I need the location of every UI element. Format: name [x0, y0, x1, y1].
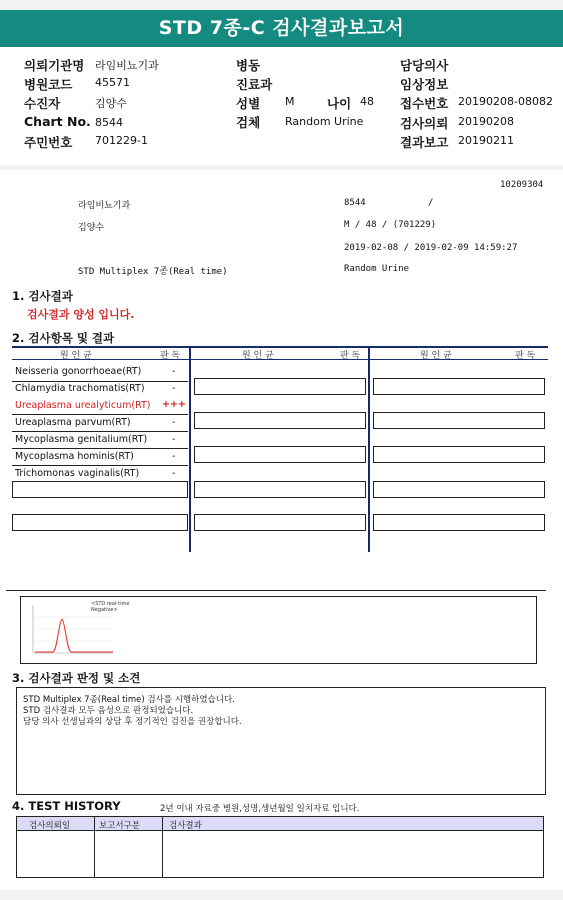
value-resident-no: 701229-1: [95, 134, 148, 147]
section-rule: [6, 590, 546, 591]
result-row-value: -: [172, 451, 176, 462]
result-row-value: -: [172, 468, 176, 479]
label-clinic: 의뢰기관명: [24, 58, 85, 73]
section3-heading: 3. 검사결과 판정 및 소견: [12, 671, 141, 685]
section4-heading: 4. TEST HISTORY: [12, 799, 121, 813]
history-table: [16, 816, 544, 878]
empty-row-box: [12, 514, 188, 531]
doc-chart-sep: /: [428, 198, 434, 208]
doc-specimen: Random Urine: [344, 264, 410, 274]
empty-row-box: [373, 446, 545, 463]
label-age: 나이: [327, 96, 352, 111]
value-request-date: 20190208: [458, 115, 514, 128]
column-divider-1: [189, 346, 191, 552]
col3-header: 원 인 균: [420, 351, 452, 361]
col2-judge: 판 독: [340, 351, 361, 361]
empty-row-box: [12, 481, 188, 498]
graph-subtitle: Negative>: [91, 607, 118, 613]
result-row-name: Mycoplasma hominis(RT): [15, 451, 134, 462]
result-row-name-positive: Ureaplasma urealyticum(RT): [15, 400, 151, 411]
label-specimen: 검체: [236, 115, 261, 130]
label-patient: 수진자: [24, 96, 61, 111]
history-col-report-type: 보고서구분: [99, 821, 141, 831]
label-ward: 병동: [236, 58, 261, 73]
value-chart-no: 8544: [95, 116, 123, 129]
col3-judge: 판 독: [515, 351, 536, 361]
result-row-value: -: [172, 366, 176, 377]
label-request-date: 검사의뢰: [400, 116, 449, 131]
opinion-line: 담당 의사 선생님과의 상담 후 정기적인 검진을 권장합니다.: [23, 717, 242, 727]
empty-row-box: [373, 514, 545, 531]
empty-row-box: [194, 378, 366, 395]
result-row-value: -: [172, 383, 176, 394]
empty-row-box: [194, 412, 366, 429]
label-hospital-code: 병원코드: [24, 77, 73, 92]
result-row-value: -: [172, 417, 176, 428]
history-divider: [94, 817, 95, 877]
result-row-name: Chlamydia trachomatis(RT): [15, 383, 145, 394]
label-resident-no: 주민번호: [24, 135, 73, 150]
doc-sex-age: M / 48 / (701229): [344, 220, 437, 230]
doc-chart: 8544: [344, 198, 366, 208]
col2-header: 원 인 균: [242, 351, 274, 361]
doc-dates: 2019-02-08 / 2019-02-09 14:59:27: [344, 243, 518, 253]
doc-test-name: STD Multiplex 7종(Real time): [78, 267, 228, 277]
row-divider: [12, 381, 188, 382]
pcr-graph-box: [20, 596, 537, 664]
empty-row-box: [373, 481, 545, 498]
table-header-rule: [12, 359, 548, 360]
value-age: 48: [360, 95, 374, 108]
label-clinical-info: 임상정보: [400, 77, 449, 92]
history-note: 2년 이내 자료중 병원,성명,생년월일 일치자료 입니다.: [160, 804, 360, 814]
opinion-line: STD 검사결과 모두 음성으로 판정되었습니다.: [23, 706, 194, 716]
column-divider-2: [368, 346, 370, 552]
result-summary: 검사결과 양성 입니다.: [27, 308, 135, 321]
value-specimen: Random Urine: [285, 115, 364, 128]
result-row-name: Ureaplasma parvum(RT): [15, 417, 131, 428]
doc-clinic: 라임비뇨기과: [78, 201, 131, 211]
section2-heading: 2. 검사항목 및 결과: [12, 331, 115, 345]
history-col-result: 검사결과: [169, 821, 202, 831]
document-number: 10209304: [500, 180, 544, 190]
result-row-name: Mycoplasma genitalium(RT): [15, 434, 148, 445]
value-hospital-code: 45571: [95, 76, 130, 89]
col1-header: 원 인 균: [60, 351, 92, 361]
label-report-date: 결과보고: [400, 135, 449, 150]
label-doctor: 담당의사: [400, 58, 449, 73]
report-header: [0, 47, 563, 165]
empty-row-box: [194, 481, 366, 498]
value-report-date: 20190211: [458, 134, 514, 147]
label-department: 진료과: [236, 77, 273, 92]
empty-row-box: [194, 514, 366, 531]
result-row-name: Trichomonas vaginalis(RT): [15, 468, 140, 479]
history-divider: [162, 817, 163, 877]
table-top-rule: [12, 346, 548, 348]
graph-title: <STD real-time: [91, 601, 130, 607]
report-paper: [0, 170, 563, 890]
history-col-request-date: 검사의뢰일: [29, 821, 71, 831]
report-title: STD 7종-C 검사결과보고서: [0, 10, 563, 47]
value-sex: M: [285, 95, 295, 108]
opinion-line: STD Multiplex 7종(Real time) 검사를 시행하였습니다.: [23, 695, 235, 705]
history-table-header: [17, 817, 543, 831]
label-receipt-no: 접수번호: [400, 96, 449, 111]
value-patient: 김양수: [95, 97, 127, 110]
opinion-box: [16, 687, 546, 795]
value-clinic: 라임비뇨기과: [95, 59, 159, 72]
empty-row-box: [194, 446, 366, 463]
empty-row-box: [373, 412, 545, 429]
value-receipt-no: 20190208-08082: [458, 95, 553, 108]
section1-heading: 1. 검사결과: [12, 289, 73, 303]
label-sex: 성별: [236, 96, 261, 111]
result-row-value: -: [172, 434, 176, 445]
doc-patient: 김양수: [78, 223, 105, 233]
result-row-name: Neisseria gonorrhoeae(RT): [15, 366, 142, 377]
label-chart-no: Chart No.: [24, 114, 91, 129]
col1-judge: 판 독: [160, 351, 181, 361]
empty-row-box: [373, 378, 545, 395]
result-row-value-positive: +++: [162, 399, 186, 410]
